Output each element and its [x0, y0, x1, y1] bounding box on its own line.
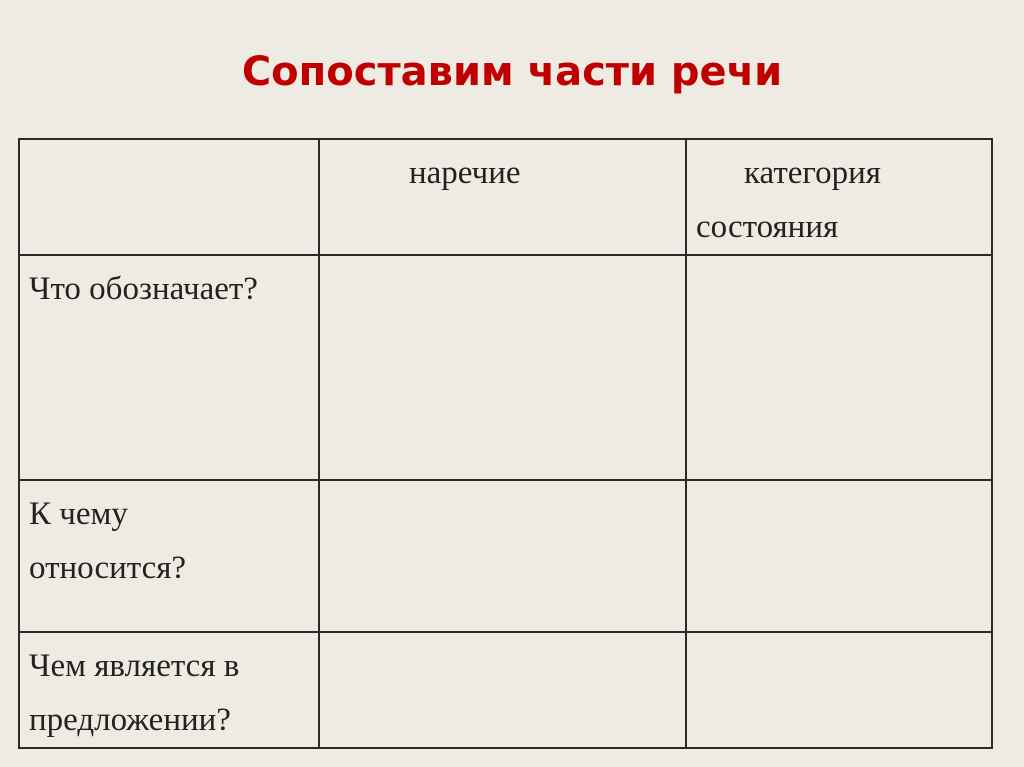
- table-cell: [319, 255, 686, 480]
- corner-cell: [19, 139, 319, 255]
- row-label-line: относится?: [29, 550, 187, 586]
- table-header-row: [19, 139, 992, 255]
- row-label-cell: [19, 632, 319, 748]
- slide-title: Сопоставим части речи: [241, 49, 783, 95]
- header-cell-state-category: [686, 139, 992, 255]
- table-cell: [319, 632, 686, 748]
- row-label-line: К чему: [29, 496, 128, 532]
- table-row: [19, 255, 992, 480]
- row-label-line: предложении?: [29, 702, 231, 738]
- table-cell: [686, 480, 992, 632]
- row-label-cell: [19, 255, 319, 480]
- table-cell: [686, 255, 992, 480]
- header-state-category-label-line2: состояния: [696, 209, 839, 245]
- header-adverb-label: наречие: [409, 155, 521, 191]
- header-state-category-label-line1: категория: [744, 155, 881, 191]
- comparison-table: [18, 138, 993, 749]
- row-label-cell: [19, 480, 319, 632]
- table-cell: [319, 480, 686, 632]
- row-label-line: Чем является в: [29, 648, 240, 684]
- header-cell-adverb: [319, 139, 686, 255]
- row-label-line: Что обозначает?: [29, 271, 258, 307]
- table-row: [19, 480, 992, 632]
- table-row: [19, 632, 992, 748]
- table-cell: [686, 632, 992, 748]
